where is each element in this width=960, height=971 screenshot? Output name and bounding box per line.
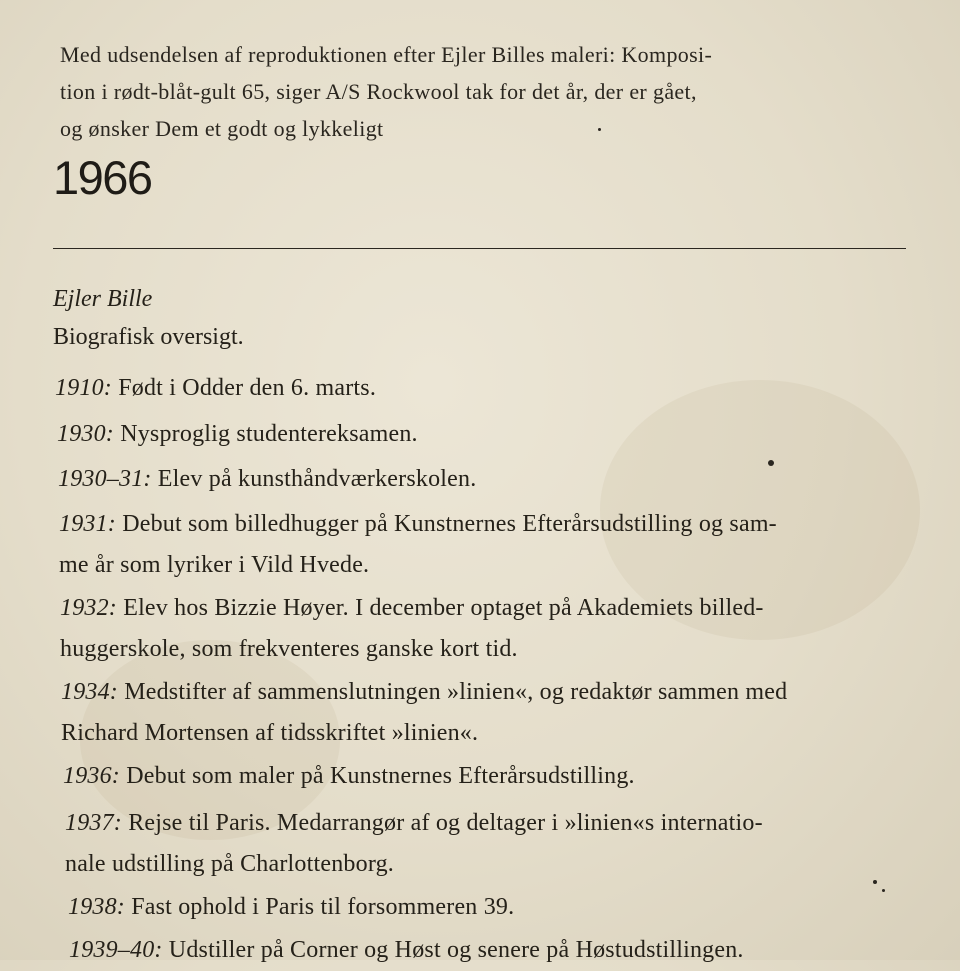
entry-text: Debut som maler på Kunstnernes Efterårsudstilling. — [126, 763, 635, 789]
timeline-entry — [60, 588, 764, 670]
timeline-entry — [65, 803, 763, 885]
entry-line — [55, 368, 376, 409]
timeline-entry — [55, 368, 376, 409]
entry-year: 1934: — [61, 679, 118, 705]
entry-line — [58, 459, 476, 500]
year-title: 1966 — [53, 151, 152, 204]
intro-line: tion i rødt-blåt-gult 65, siger A/S Rockwool tak for det år, der er gået, — [60, 79, 697, 104]
entry-year: 1930–31: — [58, 466, 152, 492]
entry-text: Nysproglig studentereksamen. — [120, 421, 418, 447]
entry-line — [59, 504, 777, 545]
entry-year: 1931: — [59, 511, 116, 537]
entry-line — [60, 588, 764, 629]
entry-year: 1937: — [65, 810, 122, 836]
entry-line — [68, 887, 514, 928]
intro-paragraph — [60, 36, 906, 147]
bio-name: Ejler Bille — [53, 286, 153, 312]
entry-line — [65, 803, 763, 844]
ink-speck — [873, 880, 877, 884]
timeline-entry — [57, 414, 418, 455]
entry-year: 1939–40: — [69, 937, 163, 963]
entry-year: 1932: — [60, 595, 117, 621]
entry-text: Medstifter af sammenslutningen »linien«, og redaktør sammen med — [124, 679, 788, 705]
ink-speck — [598, 128, 601, 131]
ink-speck — [768, 460, 774, 466]
entry-text: Elev hos Bizzie Høyer. I december optaget på Akademiets billed- — [123, 595, 764, 621]
bio-heading — [53, 280, 244, 356]
entry-text: Debut som billedhugger på Kunstnernes Efterårsudstilling og sam- — [122, 511, 777, 537]
timeline-entry — [68, 887, 514, 928]
entry-year: 1938: — [68, 894, 125, 920]
timeline-entry — [61, 672, 787, 754]
entry-line: me år som lyriker i Vild Hvede. — [59, 552, 370, 578]
timeline-entry — [63, 756, 635, 797]
ink-speck — [882, 889, 885, 892]
entry-text: Udstiller på Corner og Høst og senere på Høstudstillingen. — [168, 937, 744, 963]
entry-line — [61, 672, 787, 713]
divider-rule — [53, 248, 906, 249]
entry-text: Rejse til Paris. Medarrangør af og deltager i »linien«s internatio- — [128, 810, 763, 836]
timeline-entry — [58, 459, 476, 500]
entry-year: 1930: — [57, 421, 114, 447]
intro-line: og ønsker Dem et godt og lykkeligt — [60, 116, 384, 141]
entry-line: nale udstilling på Charlottenborg. — [65, 851, 394, 877]
timeline-entry — [59, 504, 777, 586]
entry-line: huggerskole, som frekventeres ganske kort tid. — [60, 636, 518, 662]
timeline-entry — [69, 930, 744, 971]
entry-text: Fast ophold i Paris til forsommeren 39. — [131, 894, 515, 920]
entry-text: Født i Odder den 6. marts. — [118, 375, 377, 401]
entry-line — [69, 930, 744, 971]
entry-line — [57, 414, 418, 455]
entry-year: 1910: — [55, 375, 112, 401]
intro-line: Med udsendelsen af reproduktionen efter Ejler Billes maleri: Komposi- — [60, 42, 713, 67]
entry-line: Richard Mortensen af tidsskriftet »linien«. — [61, 720, 479, 746]
entry-text: Elev på kunsthåndværkerskolen. — [157, 466, 477, 492]
entry-year: 1936: — [63, 763, 120, 789]
bio-subtitle: Biografisk oversigt. — [53, 324, 244, 350]
entry-line — [63, 756, 635, 797]
